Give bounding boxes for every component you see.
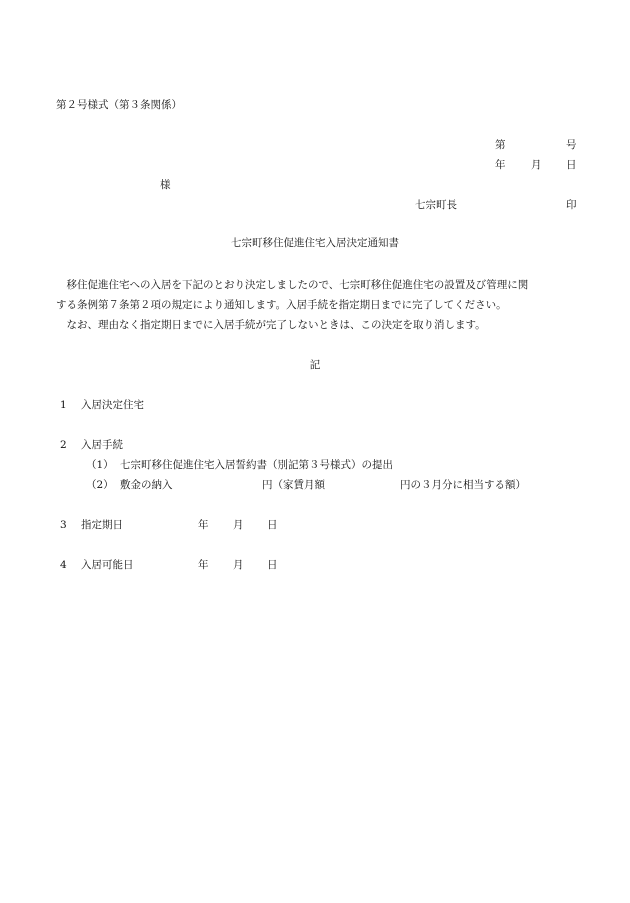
date-day: 日	[566, 159, 577, 171]
ki-heading: 記	[309, 359, 321, 371]
number-prefix: 第	[495, 139, 506, 151]
body-line-2: する条例第７条第２項の規定により通知します。入居手続を指定期日までに完了してください。	[56, 299, 507, 311]
item-3-number: 3	[60, 519, 67, 531]
document-title: 七宗町移住促進住宅入居決定通知書	[231, 237, 399, 249]
item-3-label: 指定期日	[81, 519, 123, 531]
item-3-day: 日	[267, 519, 278, 531]
item-1-number: 1	[60, 399, 67, 411]
item-2-sub-2-yen: 円（家賃月額	[262, 479, 325, 491]
item-2-sub-1-text: 七宗町移住促進住宅入居誓約書（別記第３号様式）の提出	[120, 459, 393, 471]
date-year: 年	[495, 159, 506, 171]
item-2-sub-1-number: （1）	[86, 459, 114, 471]
body-line-3: なお、理由なく指定期日までに入居手続が完了しないときは、この決定を取り消します。	[56, 319, 486, 331]
item-3-year: 年	[198, 519, 209, 531]
item-2-number: 2	[60, 439, 67, 451]
seal-mark: 印	[566, 199, 577, 211]
item-2-sub-2-number: （2）	[86, 479, 114, 491]
number-suffix: 号	[566, 139, 577, 151]
item-3-month: 月	[233, 519, 244, 531]
item-4-label: 入居可能日	[81, 559, 134, 571]
item-4-number: 4	[60, 559, 67, 571]
item-2-sub-2-tail: 円の３月分に相当する額）	[400, 479, 526, 491]
item-2-label: 入居手続	[81, 439, 123, 451]
item-1-label: 入居決定住宅	[81, 399, 144, 411]
issuer-name: 七宗町長	[415, 199, 457, 211]
item-4-month: 月	[233, 559, 244, 571]
form-label: 第２号様式（第３条関係）	[56, 99, 182, 111]
item-4-day: 日	[267, 559, 278, 571]
recipient-suffix: 様	[160, 179, 171, 191]
date-month: 月	[531, 159, 542, 171]
item-4-year: 年	[198, 559, 209, 571]
body-line-1: 移住促進住宅への入居を下記のとおり決定しましたので、七宗町移住促進住宅の設置及び管理に関	[56, 279, 529, 291]
item-2-sub-2-label: 敷金の納入	[120, 479, 173, 491]
